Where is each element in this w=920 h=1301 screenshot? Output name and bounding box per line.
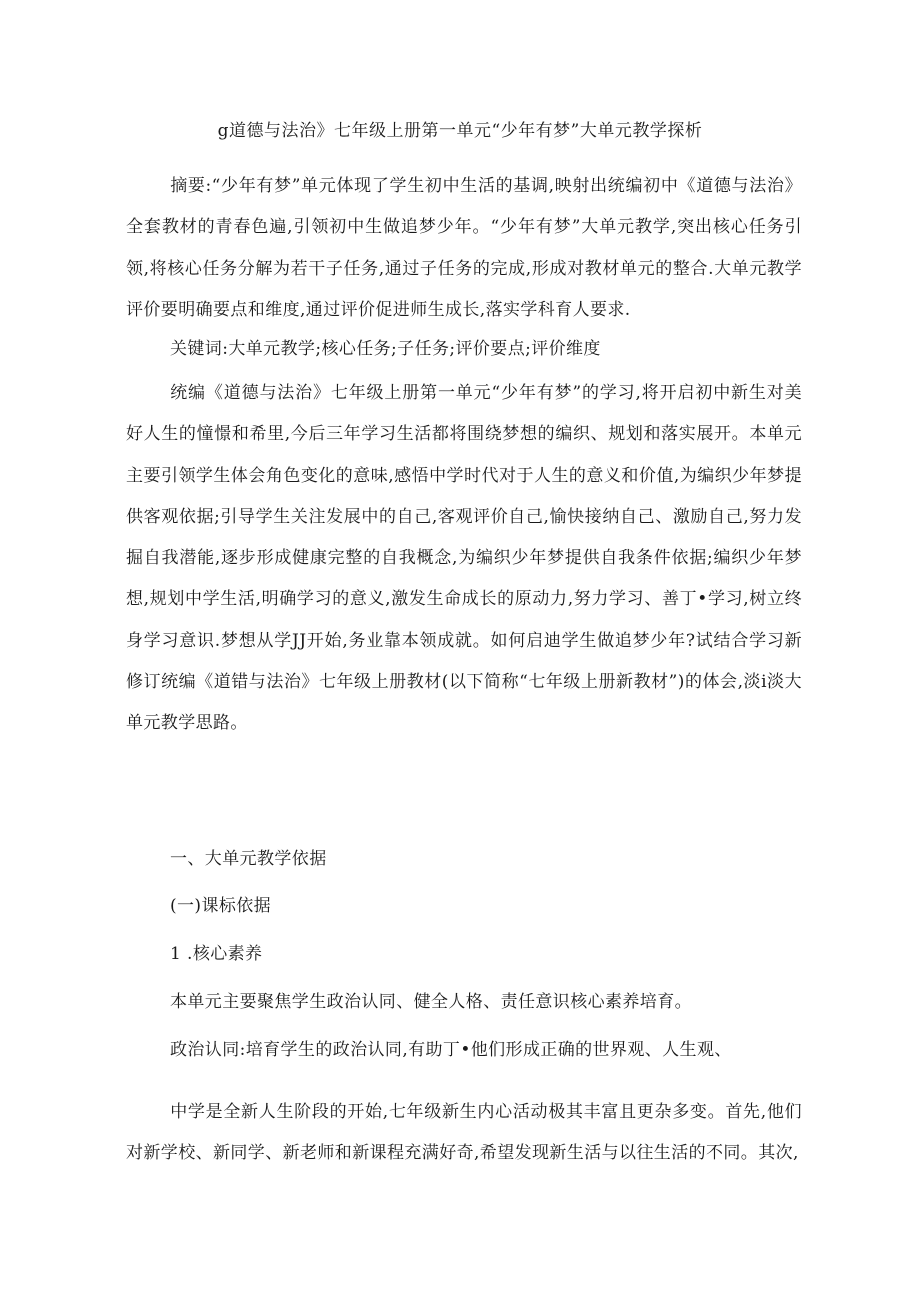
focus-line: 本单元主要聚焦学生政治认同、健全人格、责任意识核心素养培育。 <box>170 992 692 1012</box>
intro-paragraph: 统编《道德与法治》七年级上册第一单元“少年有梦”的学习,将开启初中新生对美好人生的憧憬和希里,今后三年学习生活都将围绕梦想的编织、规划和落实展开。本单元主要引领学生体会角色变化的意味,感悟中学时代对于人生的意义和价值,为编织少年梦提供客观依据;引导学生关注发展中的自己,客观评价自己,愉快接纳自己、激励自己,努力发掘自我潜能,逐步形成健康完整的自我概念,为编织少年梦提供自我条件依据;编织少年梦想,规划中学生活,明确学习的意义,激发生命成长的原动力,努力学习、善丁•学习,树立终身学习意识.梦想从学JJ开始,务业靠本领成就。如何启迪学生做追梦少年?试结合学习新修订统编《道错与法治》七年级上册教材(以下简称“七年级上册新教材”)的体会,淡i淡大单元教学思路。 <box>126 383 802 734</box>
closing-paragraph: 中学是全新人生阶段的开始,七年级新生内心活动极其丰富且更杂多变。首先,他们对新学校、新同学、新老师和新课程充满好奇,希望发现新生活与以往生活的不同。其次, <box>126 1102 802 1164</box>
keywords-line: 关键词:大单元教学;核心任务;子任务;评价要点;评价维度 <box>170 339 601 359</box>
section-heading-1: 一、大单元教学依据 <box>170 849 327 869</box>
abstract-paragraph: 摘要:“少年有梦”单元体现了学生初中生活的基调,映射出统编初中《道德与法治》全套教材的青春色遍,引领初中生做追梦少年。“少年有梦”大单元教学,突出核心任务引领,将核心任务分解为若干子任务,通过子任务的完成,形成对教材单元的整合.大单元教学评价要明确要点和维度,通过评价促进师生成长,落实学科育人要求. <box>126 176 802 320</box>
section-heading-3: 1 .核心素养 <box>170 944 263 964</box>
political-identity-line: 政治认同:培育学生的政治认同,有助丁•他们形成正确的世界观、人生观、 <box>170 1040 732 1060</box>
document-title: g道德与法治》七年级上册第一单元“少年有梦”大单元教学探析 <box>217 121 703 141</box>
section-heading-2: (一)课标依据 <box>170 896 272 916</box>
